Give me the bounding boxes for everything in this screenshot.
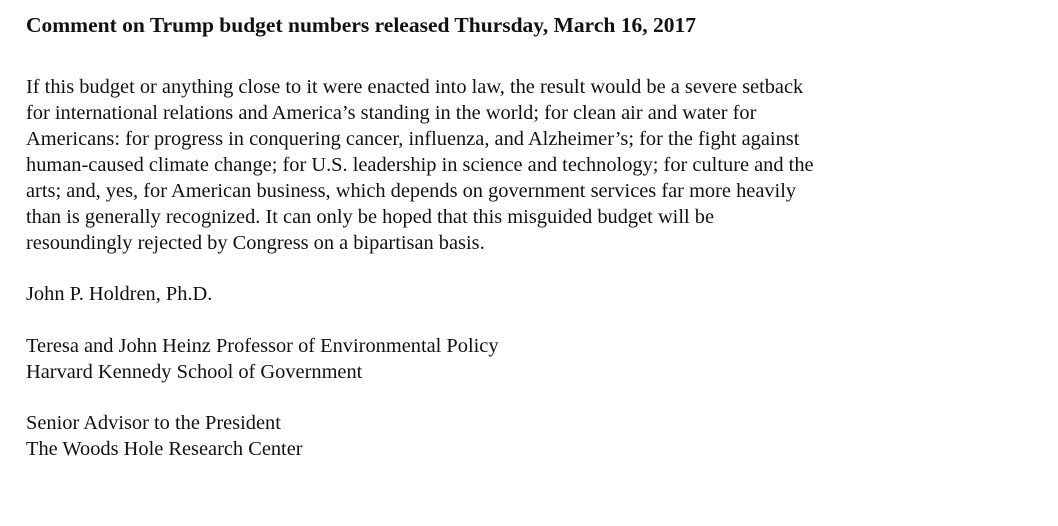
body-paragraph <box>26 74 1036 256</box>
affiliation-title: Teresa and John Heinz Professor of Environmental Policy <box>26 335 499 357</box>
affiliation-harvard <box>26 333 1036 385</box>
body-line: for international relations and America’s standing in the world; for clean air and water for <box>26 102 757 124</box>
body-line: If this budget or anything close to it were enacted into law, the result would be a severe setback <box>26 76 804 98</box>
body-line: human-caused climate change; for U.S. leadership in science and technology; for culture and the <box>26 154 814 176</box>
affiliation-title: Senior Advisor to the President <box>26 412 281 434</box>
affiliation-institution: Harvard Kennedy School of Government <box>26 361 363 383</box>
signatory-name: John P. Holdren, Ph.D. <box>26 283 213 305</box>
body-line: than is generally recognized. It can only be hoped that this misguided budget will be <box>26 206 715 228</box>
body-line: resoundingly rejected by Congress on a bipartisan basis. <box>26 232 485 254</box>
body-line: arts; and, yes, for American business, which depends on government services far more heavily <box>26 180 797 202</box>
body-line: Americans: for progress in conquering cancer, influenza, and Alzheimer’s; for the fight against <box>26 128 800 150</box>
affiliation-woods-hole <box>26 410 1036 462</box>
affiliation-institution: The Woods Hole Research Center <box>26 438 303 460</box>
document-title: Comment on Trump budget numbers released Thursday, March 16, 2017 <box>26 13 696 37</box>
document <box>26 12 1036 462</box>
signature-name-block <box>26 281 1036 307</box>
